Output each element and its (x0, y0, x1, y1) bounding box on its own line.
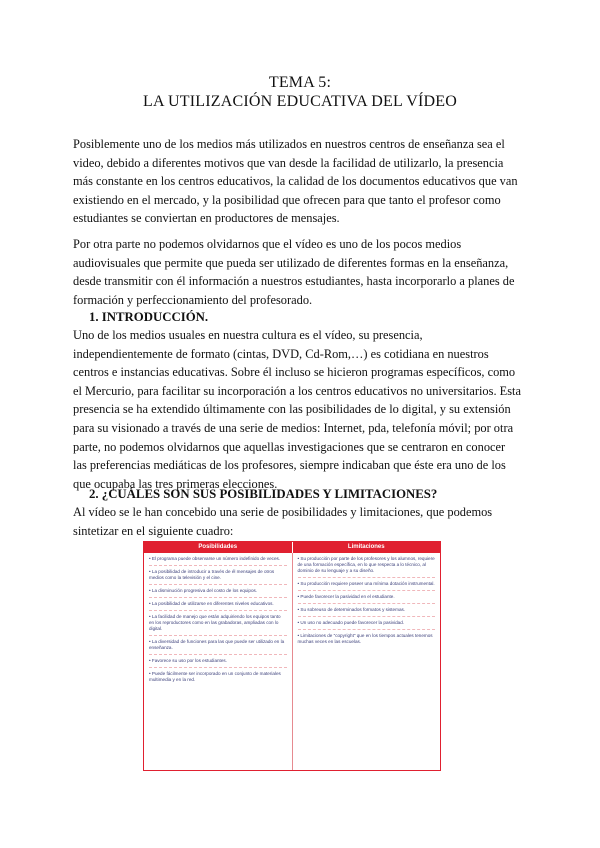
topic-number-heading: TEMA 5: (268, 74, 332, 91)
table-cell: • La diversidad de funciones para las que puede ser utilizado en la enseñanza. (149, 639, 287, 655)
table-cell: • El programa puede observarse un número indefinido de veces. (149, 556, 287, 566)
table-cell: • Su producción por parte de los profesores y los alumnos, requiere de una formación específica, en lo que respecta a lo técnico, al dominio de su lenguaje y a su diseño. (298, 556, 436, 578)
intro-paragraph-2: Por otra parte no podemos olvidarnos que el vídeo es uno de los pocos medios audiovisuales que permite que pueda ser utilizado de diferentes formas en la enseñanza, desde transmitir con él información a nuestros estudiantes, hasta incorporarlo a planes de formación y perfeccionamiento del profesorado. (73, 237, 515, 307)
table-cell: • La posibilidad de utilizarse en diferentes niveles educativos. (149, 601, 287, 611)
posibilidades-column (144, 553, 292, 770)
table-cell: • Favorece su uso por los estudiantes. (149, 658, 287, 668)
table-cell: • Puede fácilmente ser incorporado en un conjunto de materiales multimedia y en la red. (149, 671, 281, 682)
topic-title-heading: LA UTILIZACIÓN EDUCATIVA DEL VÍDEO (142, 93, 458, 110)
limitaciones-column (292, 553, 441, 770)
section-heading-posibilidades: 2. ¿CUÁLES SON SUS POSIBILIDADES Y LIMITACIONES? (89, 487, 438, 501)
table-cell: • La disminución progresiva del costo de los equipos. (149, 588, 287, 598)
table-header-limitaciones: Limitaciones (292, 542, 441, 553)
table-cell: • La facilidad de manejo que están adquiriendo los equipos tanto en los reproductores como en las grabadoras, ampliadas con lo digital. (149, 614, 287, 636)
possibilities-limitations-table (143, 541, 441, 771)
section-heading-introduccion: 1. INTRODUCCIÓN. (89, 310, 209, 324)
section-body-introduccion: Uno de los medios usuales en nuestra cultura es el vídeo, su presencia, independientemente de formato (cintas, DVD, Cd-Rom,…) es cotidiana en nuestros centros e instancias educativas. Sobre él incluso se hicieron programas específicos, como el Mercurio, para facilitar su incorporación a los centros educativos no universitarios. Esta presencia se ha extendido últimamente con las posibilidades de lo digital, y su extensión para su visionado a través de una serie de medios: Internet, pda, telefonía móvil; por otra parte, no podemos olvidarnos que aquellas investigaciones que se centraron en conocer las preferencias mediáticas de los profesores, siempre indicaban que éste era uno de los que ocupaba las tres primeras elecciones. (73, 328, 521, 491)
table-cell: • Limitaciones de "copyright" que en los tiempos actuales tenemos muchas veces en las escuelas. (297, 633, 433, 644)
table-cell: • Su producción requiere poseer una mínima dotación instrumental. (298, 581, 436, 591)
intro-paragraph-1: Posiblemente uno de los medios más utilizados en nuestros centros de enseñanza sea el video, debido a diferentes motivos que van desde la facilidad de utilizarlo, la presencia más constante en los centros educativos, la calidad de los documentos educativos que van existiendo en el mercado, y la posibilidad que ofrecen para que tanto el profesor como estudiantes se conviertan en productores de mensajes. (73, 137, 518, 226)
section-body-posibilidades: Al vídeo se le han concebido una serie de posibilidades y limitaciones, que podemos sintetizar en el siguiente cuadro: (73, 505, 493, 538)
table-cell: • Su sobreuso de determinados formatos y sistemas. (298, 607, 436, 617)
table-body (144, 553, 440, 770)
table-cell: • La posibilidad de introducir a través de él mensajes de otros medios como la televisión y el cine. (149, 569, 287, 585)
table-header-row (144, 542, 440, 553)
table-cell: • Un uso no adecuado puede favorecer la pasividad. (298, 620, 436, 630)
table-header-posibilidades: Posibilidades (144, 542, 292, 553)
table-cell: • Puede favorecer la pasividad en el estudiante. (298, 594, 436, 604)
